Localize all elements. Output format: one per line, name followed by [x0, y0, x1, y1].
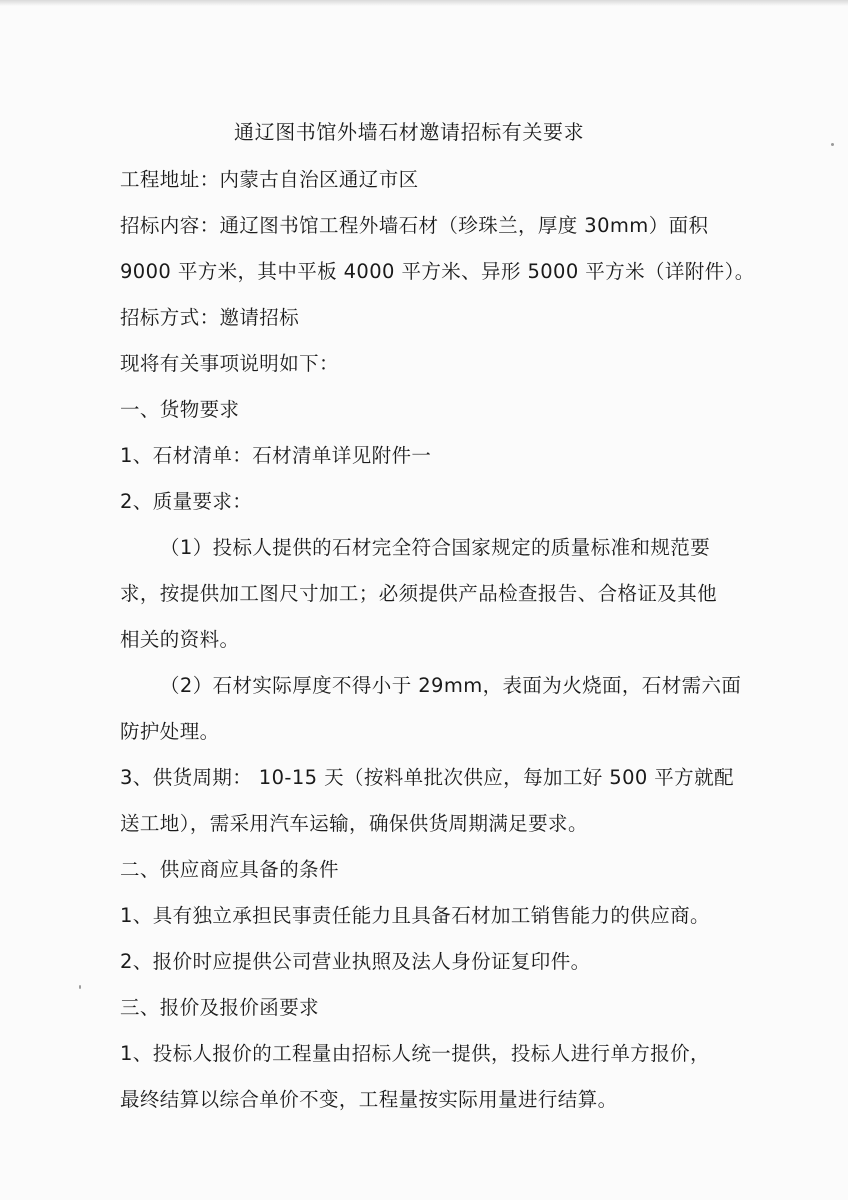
section-heading: 一、货物要求	[120, 398, 240, 421]
list-item: 1、具有独立承担民事责任能力且具备石材加工销售能力的供应商。	[120, 904, 710, 927]
paragraph-line: 相关的资料。	[120, 628, 240, 651]
list-item: 1、投标人报价的工程量由招标人统一提供，投标人进行单方报价，	[120, 1042, 710, 1065]
tender-method-line: 招标方式：邀请招标	[120, 306, 300, 329]
tender-content-line: 9000 平方米，其中平板 4000 平方米、异形 5000 平方米（详附件）。	[120, 260, 755, 283]
paragraph-line: 最终结算以综合单价不变，工程量按实际用量进行结算。	[120, 1088, 618, 1111]
list-item: 2、质量要求：	[120, 490, 253, 513]
paragraph-line: 送工地），需采用汽车运输，确保供货周期满足要求。	[120, 812, 588, 835]
scan-speck	[831, 143, 834, 146]
scan-top-edge	[0, 0, 848, 6]
section-heading: 三、报价及报价函要求	[120, 996, 320, 1019]
tender-content-line: 招标内容：通辽图书馆工程外墙石材（珍珠兰，厚度 30mm）面积	[120, 214, 709, 237]
list-item: 1、石材清单：石材清单详见附件一	[120, 444, 432, 467]
list-item: 2、报价时应提供公司营业执照及法人身份证复印件。	[120, 950, 591, 973]
document-title: 通辽图书馆外墙石材邀请招标有关要求	[234, 120, 585, 144]
project-address-line: 工程地址：内蒙古自治区通辽市区	[120, 168, 419, 191]
section-heading: 二、供应商应具备的条件	[120, 858, 339, 881]
paragraph-line: （2）石材实际厚度不得小于 29mm，表面为火烧面，石材需六面	[160, 674, 742, 697]
list-item: 3、供货周期： 10-15 天（按料单批次供应，每加工好 500 平方就配	[120, 766, 734, 789]
scan-speck	[79, 985, 81, 989]
paragraph-line: （1）投标人提供的石材完全符合国家规定的质量标准和规范要	[160, 536, 711, 559]
paragraph-line: 求，按提供加工图尺寸加工；必须提供产品检查报告、合格证及其他	[120, 582, 718, 605]
paragraph-line: 防护处理。	[120, 720, 220, 743]
intro-line: 现将有关事项说明如下：	[120, 352, 339, 375]
